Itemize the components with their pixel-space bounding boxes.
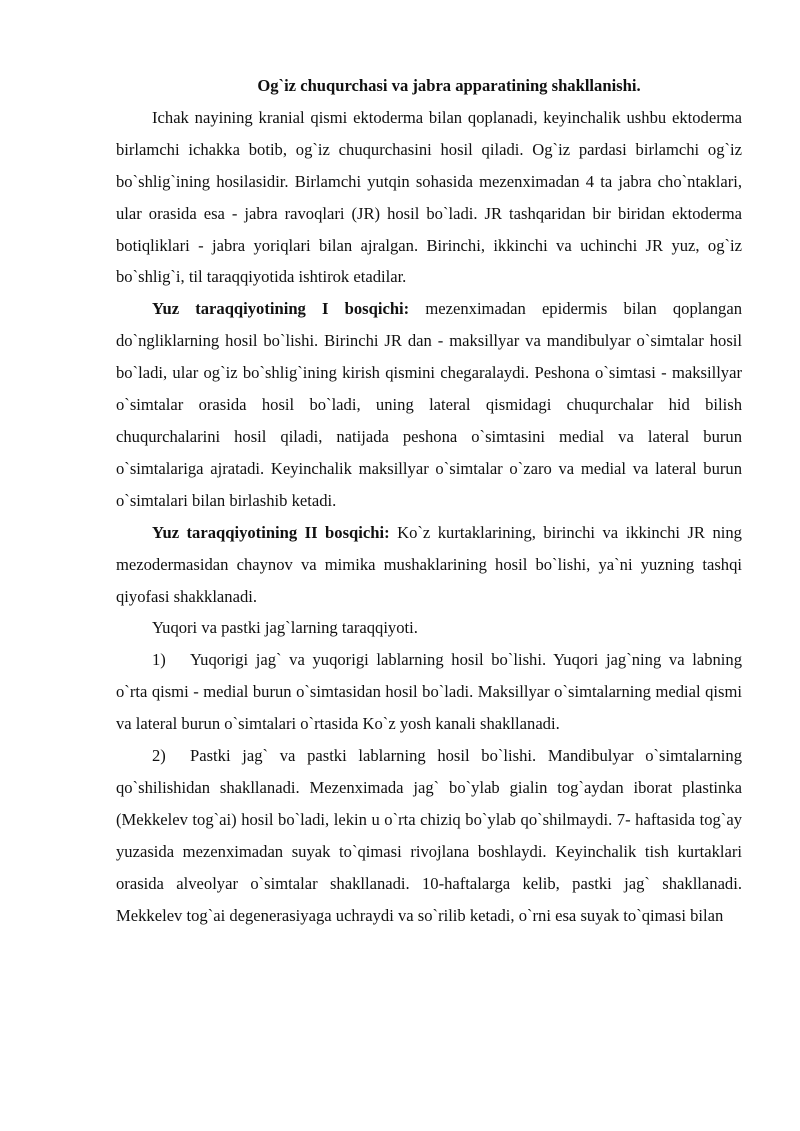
stage-two-heading: Yuz taraqqiyotining II bosqichi:: [152, 522, 390, 542]
paragraph-stage-two: [116, 517, 742, 613]
document-page: [116, 70, 742, 931]
list-item-text: Pastki jag` va pastki lablarning hosil bo`lishi. Mandibulyar o`simtalarning qo`shilishidan shakllanadi. Mezenximada jag` bo`ylab gialin tog`aydan iborat plastinka (Mekkelev tog`ai) hosil bo`ladi, lekin u o`rta chiziq bo`ylab qo`shilmaydi. 7- haftasida tog`ay yuzasida mezenximadan suyak to`qimasi rivojlana boshlaydi. Keyinchalik tish kurtaklari orasida alveolyar o`simtalar shakllanadi. 10-haftalarga kelib, pastki jag` shakllanadi. Mekkelev tog`ai degenerasiyaga uchraydi va so`rilib ketadi, o`rni esa suyak to`qimasi bilan: [116, 746, 742, 925]
paragraph-intro: Ichak nayining kranial qismi ektoderma bilan qoplanadi, keyinchalik ushbu ektoderma birlamchi ichakka botib, og`iz chuqurchasini hosil qiladi. Og`iz pardasi birlamchi og`iz bo`shlig`ining hosilasidir. Birlamchi yutqin sohasida mezenximadan 4 ta jabra cho`ntaklari, ular orasida esa - jabra ravoqlari (JR) hosil bo`ladi. JR tashqaridan bir biridan ektoderma botiqliklari - jabra yoriqlari bilan ajralgan. Birinchi, ikkinchi va uchinchi JR yuz, og`iz bo`shlig`i, til taraqqiyotida ishtirok etadilar.: [116, 107, 742, 287]
list-item-upper-jaw: [116, 644, 742, 740]
list-item-lower-jaw: [116, 740, 742, 931]
list-number: 1): [152, 650, 166, 670]
list-number: 2): [152, 746, 166, 766]
stage-one-text: mezenximadan epidermis bilan qoplangan do`ngliklarning hosil bo`lishi. Birinchi JR dan - maksillyar va mandibulyar o`simtalar hosil bo`ladi, ular og`iz bo`shlig`ining kirish qismini chegaralaydi. Peshona o`simtasi - maksillyar o`simtalar orasida hosil bo`ladi, uning lateral qismidagi chuqurchalar hid bilish chuqurchalarini hosil qiladi, natijada peshona o`simtasini medial va lateral burun o`simtalariga ajratadi. Keyinchalik maksillyar o`simtalar o`zaro va medial va lateral burun o`simtalari bilan birlashib ketadi.: [116, 299, 742, 510]
list-item-text: Yuqorigi jag` va yuqorigi lablarning hosil bo`lishi. Yuqori jag`ning va labning o`rta qismi - medial burun o`simtasidan hosil bo`ladi. Maksillyar o`simtalarning medial qismi va lateral burun o`simtalari o`rtasida Ko`z yosh kanali shakllanadi.: [116, 650, 742, 734]
paragraph-jaw-heading: Yuqori va pastki jag`larning taraqqiyoti.: [152, 618, 418, 638]
paragraph-stage-one: [116, 293, 742, 516]
stage-one-heading: Yuz taraqqiyotining I bosqichi:: [152, 299, 410, 319]
stage-two-text: Ko`z kurtaklarining, birinchi va ikkinchi JR ning mezodermasidan chaynov va mimika mushaklarining hosil bo`lishi, ya`ni yuzning tashqi qiyofasi shakklanadi.: [116, 522, 742, 606]
document-title: Og`iz chuqurchasi va jabra apparatining shakllanishi.: [257, 76, 641, 95]
